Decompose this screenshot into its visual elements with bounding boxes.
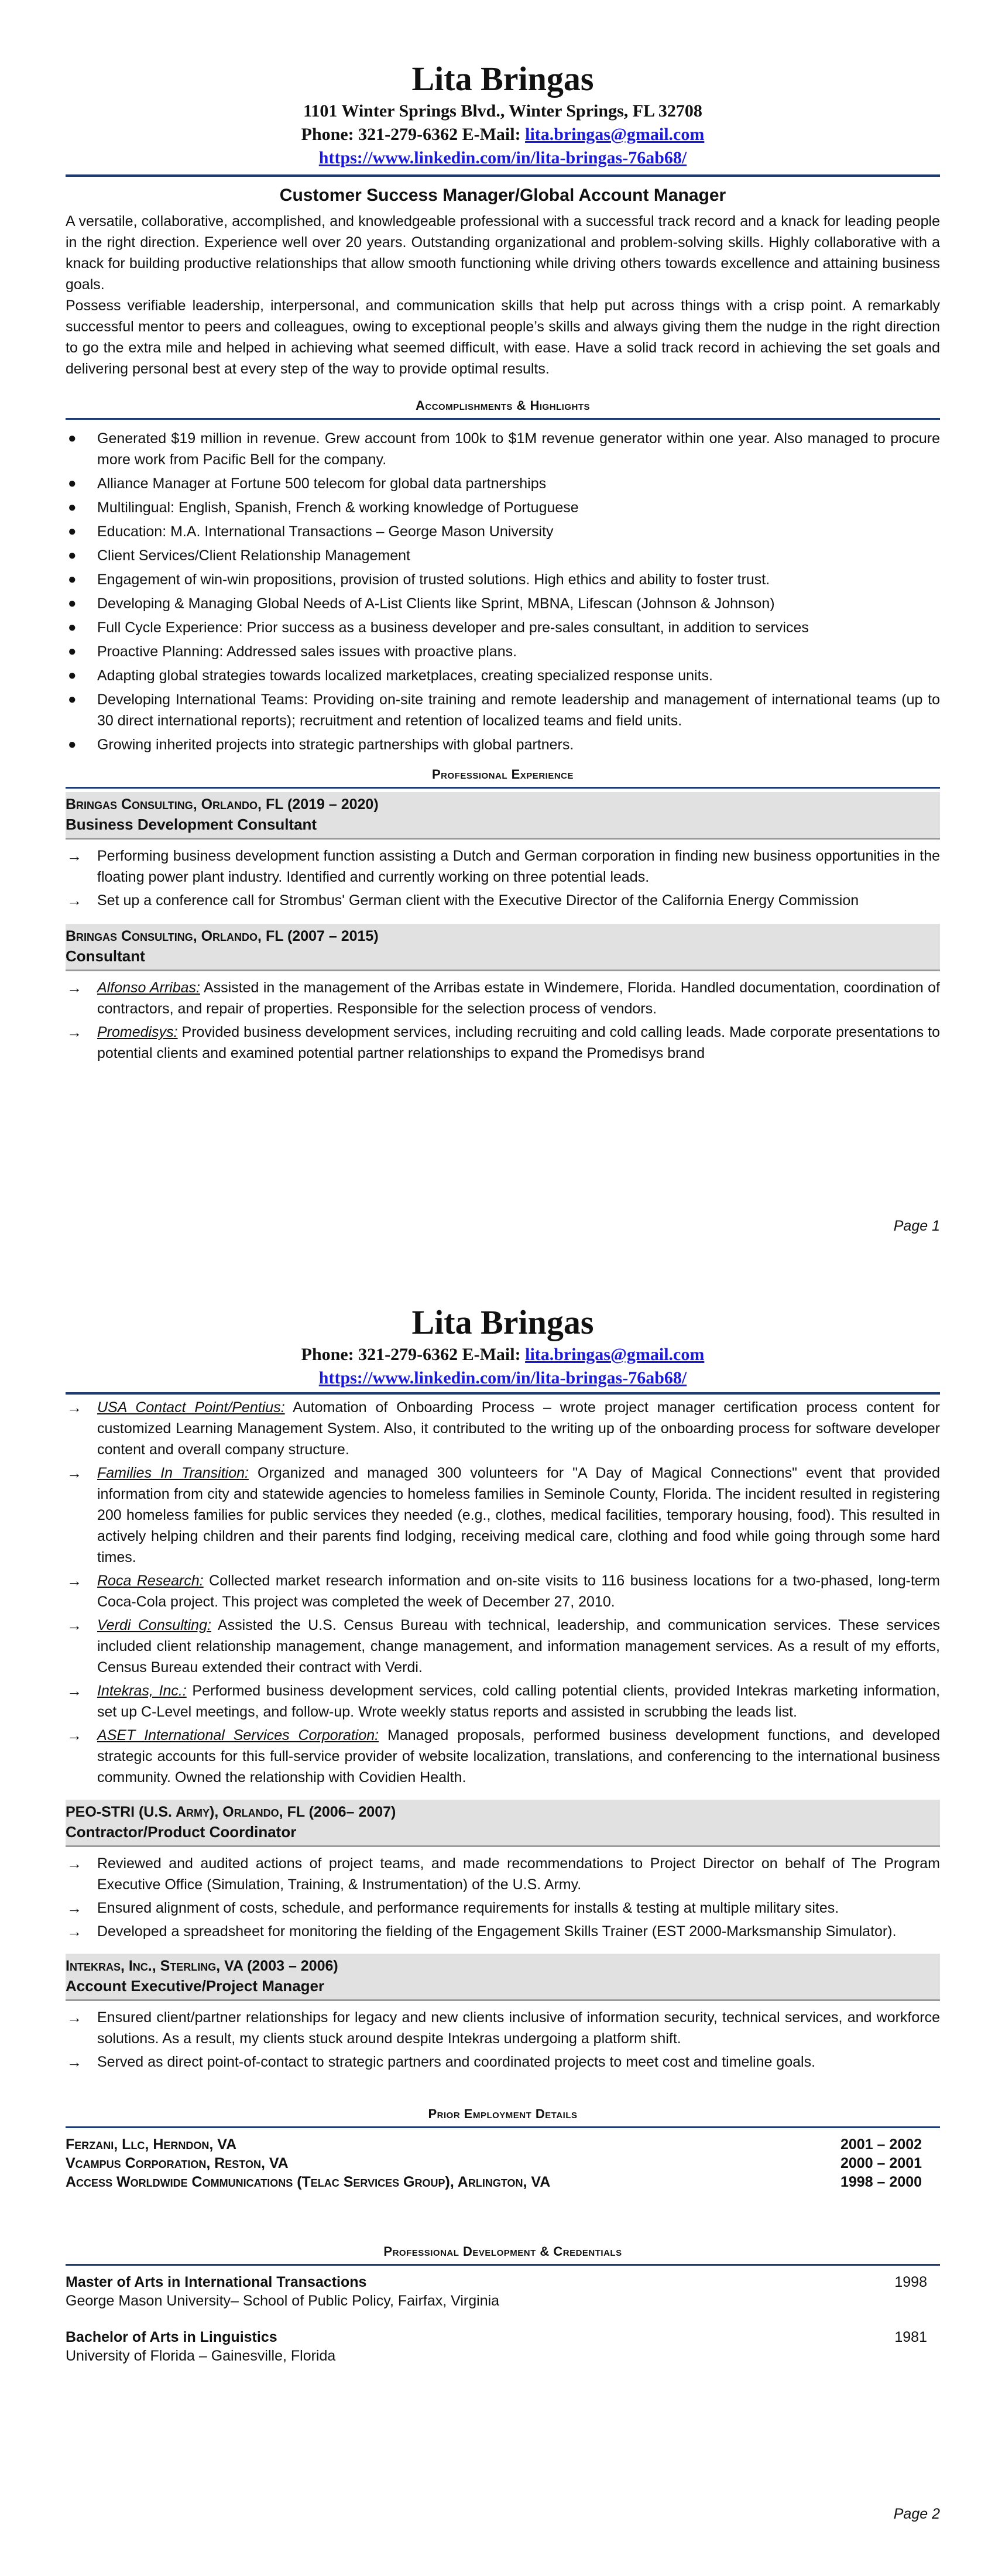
job-header bbox=[66, 924, 940, 971]
email-link[interactable]: lita.bringas@gmail.com bbox=[525, 125, 705, 144]
table-row bbox=[66, 2135, 940, 2154]
client-name: Roca Research: bbox=[97, 1573, 204, 1589]
job-header bbox=[66, 792, 940, 840]
job2-duties-part2 bbox=[66, 1397, 940, 1788]
degree-name: Master of Arts in International Transactions bbox=[66, 2274, 367, 2290]
header-divider bbox=[66, 174, 940, 177]
degree-name: Bachelor of Arts in Linguistics bbox=[66, 2329, 277, 2345]
list-item: ● Developing & Managing Global Needs of A-List Clients like Sprint, MBNA, Lifescan (Johnson & Johnson) bbox=[68, 595, 775, 612]
page1-content bbox=[66, 59, 940, 1066]
list-item: → Intekras, Inc.: Performed business development services, cold calling potential clients, provided Intekras marketing information, set up C-Level meetings, and follow-up. Wrote weekly status reports and assisted in scrubbing the leads list. bbox=[67, 1682, 940, 1720]
list-item: → Reviewed and audited actions of project teams, and made recommendations to Project Director on behalf of The Program Executive Office (Simulation, Training, & Instrumentation) of the U.S. Army. bbox=[67, 1855, 940, 1893]
list-item: → Alfonso Arribas: Assisted in the management of the Arribas estate in Windemere, Florida. Handled documentation, coordination of contractors, and repair of properties. Responsible for the selection process of vendors. bbox=[67, 979, 940, 1017]
job3-duties bbox=[66, 1853, 940, 1942]
accomplishments-heading: Accomplishments & Highlights bbox=[415, 398, 591, 413]
job1-duties bbox=[66, 845, 940, 911]
school-name: University of Florida – Gainesville, Florida bbox=[66, 2348, 336, 2364]
list-item: → Developed a spreadsheet for monitoring the fielding of the Engagement Skills Trainer (EST 2000-Marksmanship Simulator). bbox=[67, 1923, 897, 1940]
list-item: ● Adapting global strategies towards localized marketplaces, creating specialized response units. bbox=[68, 667, 713, 684]
prior-company: Vcampus Corporation, Reston, VA bbox=[66, 2155, 289, 2171]
list-item: ● Proactive Planning: Addressed sales issues with proactive plans. bbox=[68, 643, 517, 660]
table-row bbox=[66, 2154, 940, 2173]
list-item: ● Generated $19 million in revenue. Grew account from 100k to $1M revenue generator within one year. Also managed to procure more work from Pacific Bell for the company. bbox=[68, 430, 940, 468]
linkedin-link[interactable]: https://www.linkedin.com/in/lita-bringas-76ab68/ bbox=[318, 1368, 687, 1388]
list-item: ● Client Services/Client Relationship Management bbox=[68, 547, 410, 564]
job-header bbox=[66, 1800, 940, 1847]
job-org: PEO-STRI (U.S. Army), Orlando, FL (2006– 2007) bbox=[66, 1804, 396, 1820]
job-role: Business Development Consultant bbox=[66, 816, 317, 833]
client-name: Intekras, Inc.: bbox=[97, 1683, 187, 1699]
list-item: → Verdi Consulting: Assisted the U.S. Census Bureau with technical, leadership, and communication services. These services included client relationship management, change management, and information management services. As a result of my efforts, Census Bureau extended their contract with Verdi. bbox=[67, 1616, 941, 1676]
job-header bbox=[66, 1954, 940, 2001]
prior-company: Ferzani, Llc, Herndon, VA bbox=[66, 2136, 237, 2153]
list-item: → Set up a conference call for Strombus' German client with the Executive Director of the California Energy Commission bbox=[67, 892, 859, 909]
job-role: Consultant bbox=[66, 947, 145, 965]
degree-year: 1998 bbox=[894, 2274, 927, 2290]
linkedin-line bbox=[66, 146, 940, 170]
candidate-name: Lita Bringas bbox=[411, 60, 594, 98]
client-name: Verdi Consulting: bbox=[97, 1617, 211, 1633]
linkedin-line bbox=[66, 1366, 940, 1390]
list-item: → Promedisys: Provided business development services, including recruiting and cold calling leads. Made corporate presentations to potential clients and examined potential partner relationships to expand the Promedisys brand bbox=[67, 1023, 940, 1061]
job-role: Contractor/Product Coordinator bbox=[66, 1823, 297, 1841]
prior-years: 2000 – 2001 bbox=[840, 2155, 922, 2171]
summary-paragraph-1: A versatile, collaborative, accomplished, and knowledgeable professional with a successful track record and a knack for leading people in the right direction. Experience well over 20 years. Outstanding organizational and problem-solving skills. Highly collaborative with a knack for building productive relationships that allow smooth functioning while driving others towards excellence and attaining business goals. bbox=[66, 213, 940, 293]
credentials-heading: Professional Development & Credentials bbox=[383, 2244, 622, 2259]
job-org: Bringas Consulting, Orlando, FL (2019 – 2020) bbox=[66, 796, 379, 813]
job-role: Account Executive/Project Manager bbox=[66, 1977, 325, 1995]
credentials-divider bbox=[66, 2264, 940, 2266]
prior-years: 2001 – 2002 bbox=[840, 2136, 922, 2153]
client-name: Alfonso Arribas: bbox=[97, 979, 200, 996]
resume-page-2 bbox=[0, 1288, 995, 2576]
table-row bbox=[66, 2173, 940, 2191]
list-item: ● Engagement of win-win propositions, provision of trusted solutions. High ethics and ability to foster trust. bbox=[68, 571, 770, 588]
candidate-name: Lita Bringas bbox=[411, 1303, 594, 1341]
education-entry bbox=[66, 2273, 940, 2310]
contact-line bbox=[66, 1343, 940, 1366]
list-item: ● Full Cycle Experience: Prior success as a business developer and pre-sales consultant, in addition to services bbox=[68, 619, 809, 636]
summary-title: Customer Success Manager/Global Account Manager bbox=[279, 186, 726, 205]
linkedin-link[interactable]: https://www.linkedin.com/in/lita-bringas-76ab68/ bbox=[318, 148, 687, 167]
prior-employment-table bbox=[66, 2135, 940, 2191]
prior-employment-heading: Prior Employment Details bbox=[428, 2106, 578, 2121]
list-item: → ASET International Services Corporation: Managed proposals, performed business development functions, and developed strategic accounts for this full-service provider of website localization, translations, and conferencing to the international business community. Owned the relationship with Covidien Health. bbox=[67, 1727, 940, 1786]
client-name: Promedisys: bbox=[97, 1024, 178, 1040]
contact-line bbox=[66, 123, 940, 146]
experience-divider bbox=[66, 787, 940, 789]
list-item: → Ensured client/partner relationships for legacy and new clients inclusive of information security, technical services, and workforce solutions. As a result, my clients stuck around despite Intekras undergoing a platform shift. bbox=[67, 2009, 940, 2047]
job-org: Bringas Consulting, Orlando, FL (2007 – 2015) bbox=[66, 928, 379, 944]
prior-years: 1998 – 2000 bbox=[840, 2174, 922, 2190]
education-entry bbox=[66, 2328, 940, 2365]
prior-employment-divider bbox=[66, 2126, 940, 2128]
accomplishments-list bbox=[66, 428, 940, 755]
experience-heading: Professional Experience bbox=[432, 767, 574, 782]
school-name: George Mason University– School of Public Policy, Fairfax, Virginia bbox=[66, 2293, 500, 2309]
header-divider bbox=[66, 1392, 940, 1395]
list-item: ● Alliance Manager at Fortune 500 telecom for global data partnerships bbox=[68, 475, 547, 492]
address-line: 1101 Winter Springs Blvd., Winter Springs, FL 32708 bbox=[303, 101, 702, 121]
client-name: Families In Transition: bbox=[97, 1465, 249, 1481]
list-item: → Ensured alignment of costs, schedule, and performance requirements for installs & testing at multiple military sites. bbox=[67, 1899, 839, 1917]
list-item: → Served as direct point-of-contact to strategic partners and coordinated projects to meet cost and timeline goals. bbox=[67, 2053, 816, 2071]
job2-duties-part1 bbox=[66, 977, 940, 1064]
list-item: ● Multilingual: English, Spanish, French & working knowledge of Portuguese bbox=[68, 499, 579, 516]
email-link[interactable]: lita.bringas@gmail.com bbox=[525, 1345, 705, 1364]
phone-label: Phone: 321-279-6362 E-Mail: bbox=[301, 1345, 526, 1364]
page-number: Page 2 bbox=[893, 2506, 940, 2522]
list-item: ● Developing International Teams: Providing on-site training and remote leadership and management of international teams (up to 30 direct international reports); recruitment and retention of localized teams and field units. bbox=[68, 691, 940, 729]
job-org: Intekras, Inc., Sterling, VA (2003 – 2006) bbox=[66, 1958, 338, 1974]
page-number: Page 1 bbox=[893, 1218, 940, 1234]
summary-paragraph-2: Possess verifiable leadership, interpersonal, and communication skills that help put across things with a crisp point. A remarkably successful mentor to peers and colleagues, owing to exceptional people’s skills and always giving them the nudge in the right direction to go the extra mile and helped in achieving what seemed difficult, with ease. Have a solid track record in achieving the set goals and delivering personal best at every step of the way to provide optimal results. bbox=[66, 297, 940, 377]
prior-company: Access Worldwide Communications (Telac Services Group), Arlington, VA bbox=[66, 2174, 551, 2190]
list-item: ● Growing inherited projects into strategic partnerships with global partners. bbox=[68, 737, 574, 753]
client-name: ASET International Services Corporation: bbox=[97, 1727, 379, 1743]
list-item: → Roca Research: Collected market research information and on-site visits to 116 business locations for a two-phased, long-term Coca-Cola project. This project was completed the week of December 27, 2010. bbox=[67, 1572, 940, 1610]
page2-content bbox=[66, 1302, 940, 2365]
phone-label: Phone: 321-279-6362 E-Mail: bbox=[301, 125, 526, 144]
list-item: → Performing business development function assisting a Dutch and German corporation in finding new business opportunities in the floating power plant industry. Identified and currently working on three potential leads. bbox=[67, 847, 940, 885]
list-item: → Families In Transition: Organized and managed 300 volunteers for "A Day of Magical Connections" event that provided information from city and statewide agencies to homeless families in Seminole County, Florida. The incident resulted in registering 200 homeless families for public services they needed (e.g., clothes, medical facilities, temporary housing, food). This resulted in actively helping children and their parents find lodging, receiving medical care, clothing and food while going through some hard times. bbox=[67, 1464, 940, 1566]
client-name: USA Contact Point/Pentius: bbox=[97, 1399, 285, 1416]
job4-duties bbox=[66, 2007, 940, 2073]
list-item: ● Education: M.A. International Transactions – George Mason University bbox=[68, 523, 554, 540]
degree-year: 1981 bbox=[894, 2329, 927, 2345]
accomplishments-divider bbox=[66, 418, 940, 420]
list-item: → USA Contact Point/Pentius: Automation of Onboarding Process – wrote project manager certification process content for customized Learning Management System. Also, it contributed to the writing up of the onboarding process for software developer content and overall company structure. bbox=[67, 1399, 940, 1458]
